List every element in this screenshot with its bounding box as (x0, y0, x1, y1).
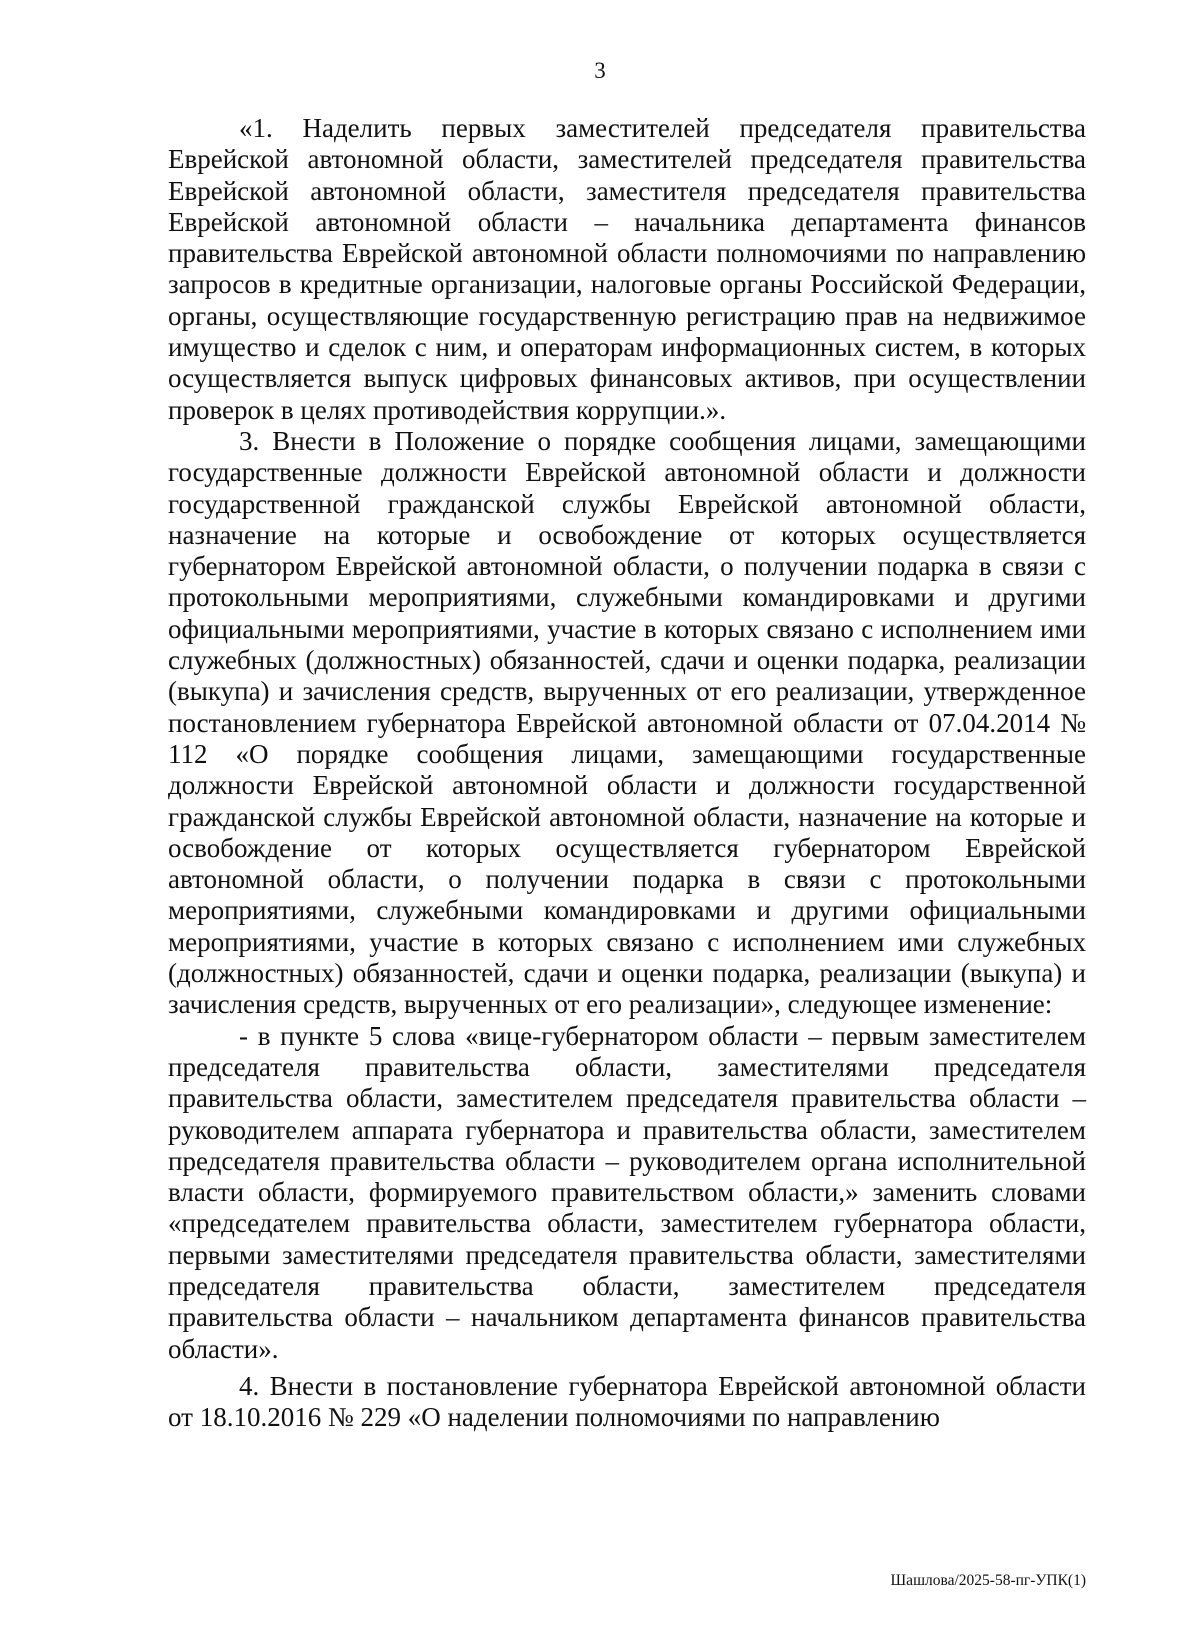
paragraph-item-3-amendment: - в пункте 5 слова «вице-губернатором области – первым заместителем председателя правительства области, заместителями председателя правительства области, заместителем председателя правительства области – руководителем аппарата губернатора и правительства области, заместителем председателя правительства области – руководителем органа исполнительной власти области, формируемого правительством области,» заменить словами «председателем правительства области, заместителем губернатора области, первыми заместителями председателя правительства области, заместителями председателя правительства области, заместителем председателя правительства области – начальником департамента финансов правительства области». (168, 1020, 1086, 1364)
paragraph-item-4: 4. Внести в постановление губернатора Еврейской автономной области от 18.10.2016 № 229 «О наделении полномочиями по направлению (168, 1370, 1086, 1433)
paragraph-clause-1: «1. Наделить первых заместителей председателя правительства Еврейской автономной области, заместителей председателя правительства Еврейской автономной области, заместителя председателя правительства Еврейской автономной области – начальника департамента финансов правительства Еврейской автономной области полномочиями по направлению запросов в кредитные организации, налоговые органы Российской Федерации, органы, осуществляющие государственную регистрацию прав на недвижимое имущество и сделок с ним, и операторам информационных систем, в которых осуществляется выпуск цифровых финансовых активов, при осуществлении проверок в целях противодействия коррупции.». (168, 113, 1086, 425)
document-code-footer: Шашлова/2025-58-пг-УПК(1) (890, 1572, 1086, 1589)
page-number: 3 (594, 58, 606, 83)
paragraph-item-3: 3. Внести в Положение о порядке сообщения лицами, замещающими государственные должности Еврейской автономной области и должности государственной гражданской службы Еврейской автономной области, назначение на которые и освобождение от которых осуществляется губернатором Еврейской автономной области, о получении подарка в связи с протокольными мероприятиями, служебными командировками и другими официальными мероприятиями, участие в которых связано с исполнением ими служебных (должностных) обязанностей, сдачи и оценки подарка, реализации (выкупа) и зачисления средств, вырученных от его реализации, утвержденное постановлением губернатора Еврейской автономной области от 07.04.2014 № 112 «О порядке сообщения лицами, замещающими государственные должности Еврейской автономной области и должности государственной гражданской службы Еврейской автономной области, назначение на которые и освобождение от которых осуществляется губернатором Еврейской автономной области, о получении подарка в связи с протокольными мероприятиями, служебными командировками и другими официальными мероприятиями, участие в которых связано с исполнением ими служебных (должностных) обязанностей, сдачи и оценки подарка, реализации (выкупа) и зачисления средств, вырученных от его реализации», следующее изменение: (168, 425, 1086, 1020)
document-body (168, 113, 1086, 1433)
